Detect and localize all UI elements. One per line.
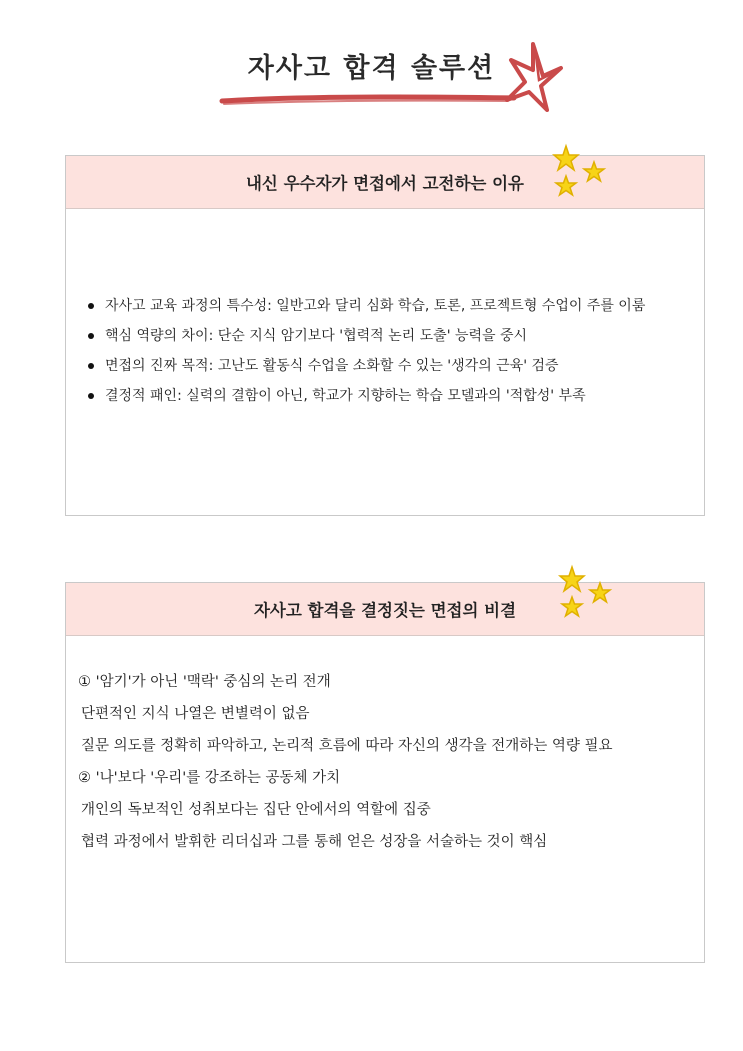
secrets-content: [78, 673, 613, 865]
point-detail: 개인의 독보적인 성취보다는 집단 안에서의 역할에 집중: [81, 802, 431, 818]
point-heading: ② '나'보다 '우리'를 강조하는 공동체 가치: [78, 770, 341, 786]
title-area: [0, 40, 743, 120]
list-item: 자사고 교육 과정의 특수성: 일반고와 달리 심화 학습, 토론, 프로젝트형 수업이 주를 이룸: [88, 298, 645, 314]
point-heading: ① '암기'가 아닌 '맥락' 중심의 논리 전개: [78, 674, 331, 690]
list-item: 면접의 진짜 목적: 고난도 활동식 수업을 소화할 수 있는 '생각의 근육' 검증: [88, 358, 645, 374]
page-title: 자사고 합격 솔루션: [247, 53, 496, 84]
secrets-card: [65, 582, 705, 963]
point-detail: 질문 의도를 정확히 파악하고, 논리적 흐름에 따라 자신의 생각을 전개하는 역량 필요: [81, 738, 613, 754]
point-detail: 단편적인 지식 나열은 변별력이 없음: [81, 706, 310, 722]
yellow-stars-icon: [550, 142, 610, 204]
yellow-stars-icon: [556, 563, 616, 625]
point-detail: 협력 과정에서 발휘한 리더십과 그를 통해 얻은 성장을 서술하는 것이 핵심: [81, 834, 548, 850]
red-star-icon: [503, 40, 565, 114]
reasons-card: [65, 155, 705, 516]
list-item: 결정적 패인: 실력의 결함이 아닌, 학교가 지향하는 학습 모델과의 '적합성' 부족: [88, 388, 645, 404]
list-item: 핵심 역량의 차이: 단순 지식 암기보다 '협력적 논리 도출' 능력을 중시: [88, 328, 645, 344]
reasons-card-title: 내신 우수자가 면접에서 고전하는 이유: [245, 174, 524, 193]
secrets-card-title: 자사고 합격을 결정짓는 면접의 비결: [253, 601, 517, 620]
title-underline: [218, 92, 518, 108]
reasons-list: [88, 298, 645, 418]
